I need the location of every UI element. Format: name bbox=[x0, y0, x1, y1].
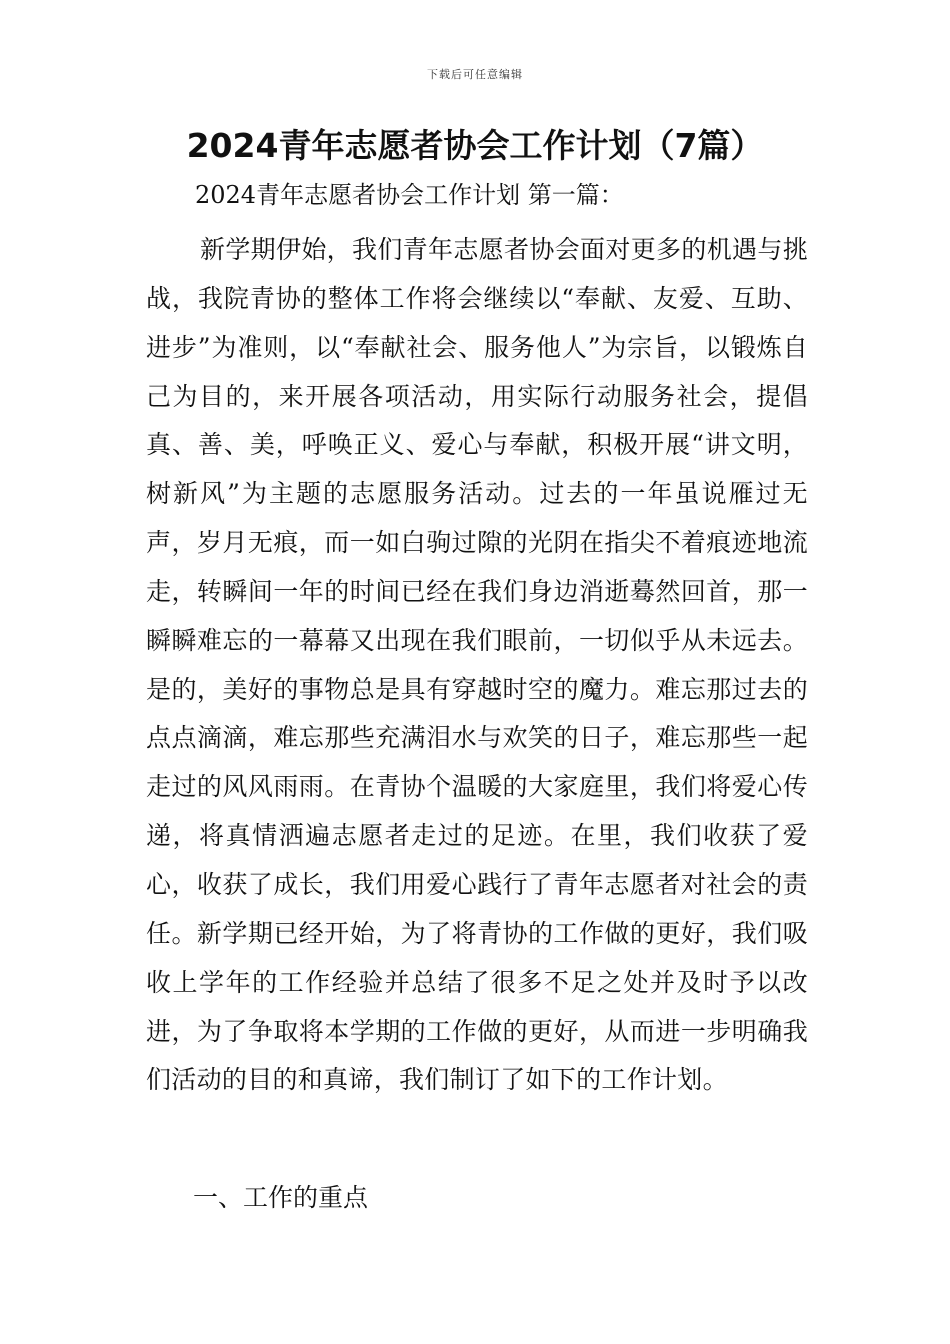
document-subtitle: 2024青年志愿者协会工作计划 第一篇： bbox=[195, 181, 624, 209]
document-title: 2024青年志愿者协会工作计划（7篇） bbox=[186, 126, 764, 165]
body-paragraph: 新学期伊始，我们青年志愿者协会面对更多的机遇与挑战，我院青协的整体工作将会继续以“奉献、友爱、互助、进步”为准则，以“奉献社会、服务他人”为宗旨，以锻炼自己为目的，来开展各项活动，用实际行动服务社会，提倡真、善、美，呼唤正义、爱心与奉献，积极开展“讲文明，树新风”为主题的志愿服务活动。过去的一年虽说雁过无声，岁月无痕，而一如白驹过隙的光阴在指尖不着痕迹地流走，转瞬间一年的时间已经在我们身边消逝蓦然回首，那一瞬瞬难忘的一幕幕又出现在我们眼前，一切似乎从未远去。是的，美好的事物总是具有穿越时空的魔力。难忘那过去的点点滴滴，难忘那些充满泪水与欢笑的日子，难忘那些一起走过的风风雨雨。在青协个温暖的大家庭里，我们将爱心传递，将真情洒遍志愿者走过的足迹。在里，我们收获了爱心，收获了成长，我们用爱心践行了青年志愿者对社会的责任。新学期已经开始，为了将青协的工作做的更好，我们吸收上学年的工作经验并总结了很多不足之处并及时予以改进，为了争取将本学期的工作做的更好，从而进一步明确我们活动的目的和真谛，我们制订了如下的工作计划。 bbox=[146, 235, 808, 1095]
section-heading: 一、工作的重点 bbox=[193, 1183, 369, 1212]
header-note: 下载后可任意编辑 bbox=[427, 68, 523, 81]
